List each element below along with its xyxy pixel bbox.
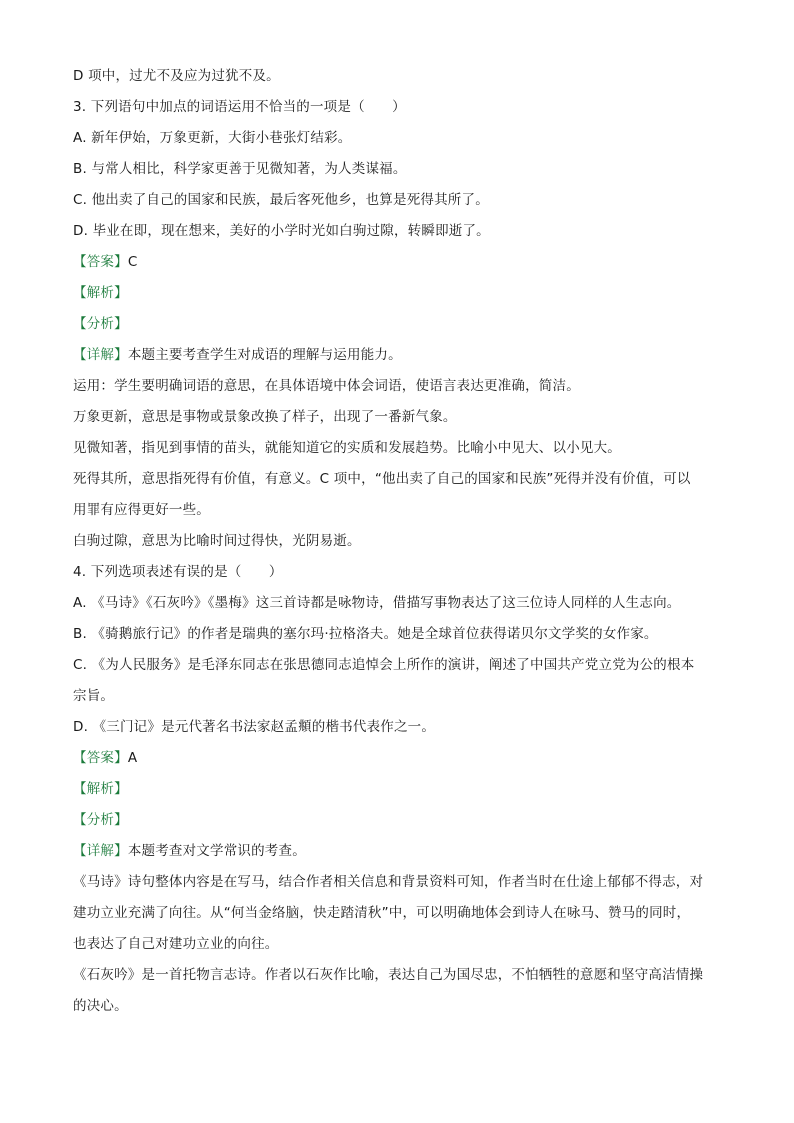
- detail-line: [73, 345, 402, 365]
- text-line: D 项中，过尤不及应为过犹不及。: [73, 68, 280, 84]
- text-line: 《石灰吟》是一首托物言志诗。作者以石灰作比喻，表达自己为国尽忠，不怕牺牲的意愿和坚守高洁情操: [73, 967, 704, 983]
- option-b: B. 《骑鹅旅行记》的作者是瑞典的塞尔玛·拉格洛夫。她是全球首位获得诺贝尔文学奖的女作家。: [73, 626, 658, 642]
- detail-text: 本题主要考查学生对成语的理解与运用能力。: [127, 347, 402, 363]
- question-3-stem: 3. 下列语句中加点的词语运用不恰当的一项是（ ）: [73, 99, 406, 115]
- option-a: A. 新年伊始，万象更新，大街小巷张灯结彩。: [73, 130, 352, 146]
- text-line: 用罪有应得更好一些。: [73, 502, 210, 518]
- text-line: 《马诗》诗句整体内容是在写马，结合作者相关信息和背景资料可知，作者当时在仕途上郁郁不得志，对: [73, 874, 704, 890]
- answer-value: C: [127, 254, 138, 270]
- text-line: 建功立业充满了向往。从“何当金络脑，快走踏清秋”中，可以明确地体会到诗人在咏马、赞马的同时，: [73, 905, 691, 921]
- text-line: 万象更新，意思是事物或景象改换了样子，出现了一番新气象。: [73, 409, 457, 425]
- analysis-tag: 【解析】: [73, 285, 128, 301]
- text-line: 白驹过隙，意思为比喻时间过得快，光阴易逝。: [73, 533, 361, 549]
- breakdown-tag: 【分析】: [73, 812, 128, 828]
- answer-line: [73, 252, 137, 272]
- option-c: C. 他出卖了自己的国家和民族，最后客死他乡，也算是死得其所了。: [73, 192, 489, 208]
- text-line: 死得其所，意思指死得有价值，有意义。C 项中，“他出卖了自己的国家和民族”死得并没有价值，可以: [73, 471, 691, 487]
- answer-tag: 【答案】: [73, 750, 128, 766]
- breakdown-line: [73, 810, 128, 830]
- option-c: C. 《为人民服务》是毛泽东同志在张思德同志追悼会上所作的演讲，阐述了中国共产党立党为公的根本: [73, 657, 695, 673]
- option-a: A. 《马诗》《石灰吟》《墨梅》这三首诗都是咏物诗，借描写事物表达了这三位诗人同样的人生志向。: [73, 595, 681, 611]
- answer-line: [73, 748, 137, 768]
- option-b: B. 与常人相比，科学家更善于见微知著，为人类谋福。: [73, 161, 407, 177]
- analysis-tag: 【解析】: [73, 781, 128, 797]
- detail-line: [73, 841, 306, 861]
- detail-text: 本题考查对文学常识的考查。: [127, 843, 306, 859]
- answer-value: A: [127, 750, 138, 766]
- question-4-stem: 4. 下列选项表述有误的是（ ）: [73, 564, 283, 580]
- detail-tag: 【详解】: [73, 347, 128, 363]
- option-d: D. 毕业在即，现在想来，美好的小学时光如白驹过隙，转瞬即逝了。: [73, 223, 490, 239]
- option-c-continued: 宗旨。: [73, 688, 115, 704]
- option-d: D. 《三门记》是元代著名书法家赵孟頫的楷书代表作之一。: [73, 719, 436, 735]
- analysis-line: [73, 779, 128, 799]
- text-line: 也表达了自己对建功立业的向往。: [73, 936, 279, 952]
- text-line: 的决心。: [73, 998, 128, 1014]
- detail-tag: 【详解】: [73, 843, 128, 859]
- analysis-line: [73, 283, 128, 303]
- breakdown-tag: 【分析】: [73, 316, 128, 332]
- text-line: 见微知著，指见到事情的苗头，就能知道它的实质和发展趋势。比喻小中见大、以小见大。: [73, 440, 621, 456]
- breakdown-line: [73, 314, 128, 334]
- answer-tag: 【答案】: [73, 254, 128, 270]
- text-line: 运用：学生要明确词语的意思，在具体语境中体会词语，使语言表达更准确，简洁。: [73, 378, 580, 394]
